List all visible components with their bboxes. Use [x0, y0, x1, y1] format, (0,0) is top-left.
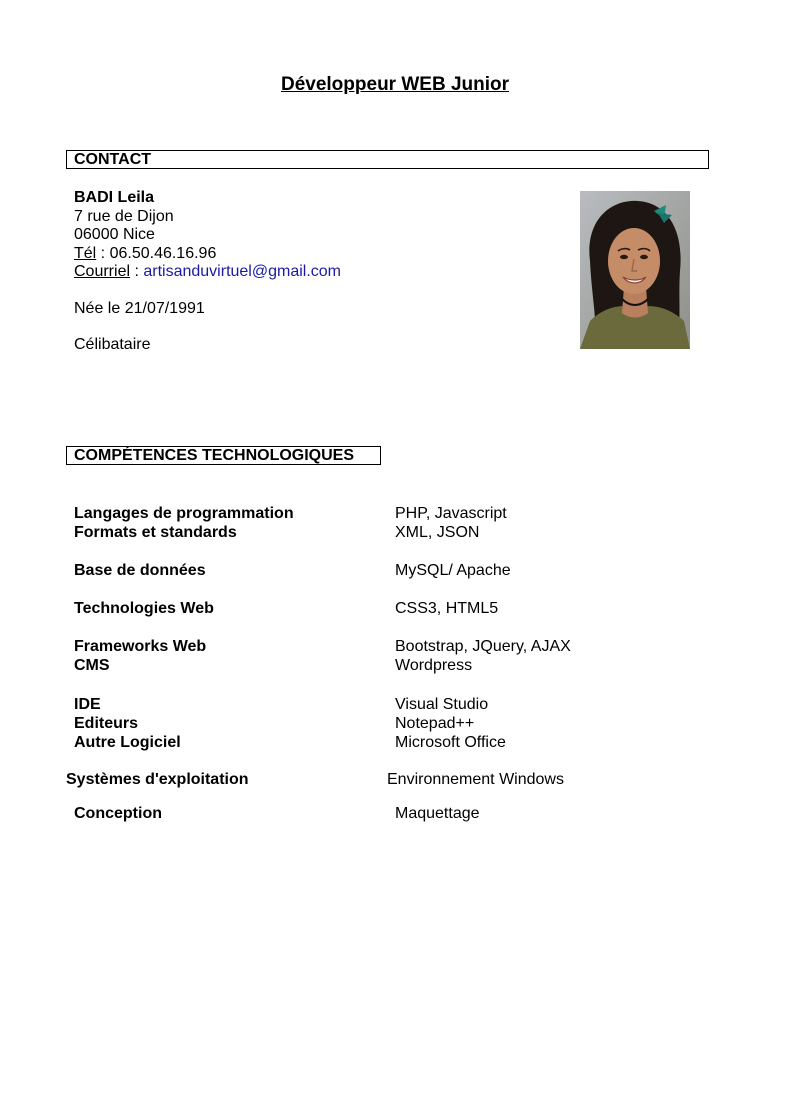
contact-email	[74, 263, 341, 281]
phone-value: 06.50.46.16.96	[109, 245, 217, 262]
skill-label: Formats et standards	[74, 524, 237, 541]
skill-value: Maquettage	[395, 805, 480, 822]
skill-label: Technologies Web	[74, 600, 214, 617]
page-title: Développeur WEB Junior	[280, 74, 510, 95]
skill-label: IDE	[74, 696, 101, 713]
contact-status: Célibataire	[74, 336, 151, 353]
skill-value: PHP, Javascript	[395, 505, 507, 522]
contact-section-header	[66, 150, 709, 169]
skill-label: Langages de programmation	[74, 505, 294, 522]
skill-label: Editeurs	[74, 715, 139, 732]
skills-section-header	[66, 446, 381, 465]
skills-heading: COMPÉTENCES TECHNOLOGIQUES	[74, 447, 355, 464]
skill-value: Visual Studio	[395, 696, 489, 713]
contact-name: BADI Leila	[74, 189, 155, 206]
contact-heading: CONTACT	[74, 151, 152, 168]
skill-value: Microsoft Office	[395, 734, 506, 751]
skill-value: Wordpress	[395, 657, 473, 674]
contact-birth: Née le 21/07/1991	[74, 300, 205, 317]
profile-photo	[580, 191, 690, 349]
email-label: Courriel	[74, 263, 131, 280]
skill-label: Systèmes d'exploitation	[66, 771, 249, 788]
skill-label: Conception	[74, 805, 162, 822]
contact-address-street: 7 rue de Dijon	[74, 208, 174, 225]
skill-label: Autre Logiciel	[74, 734, 181, 751]
contact-address-city: 06000 Nice	[74, 226, 155, 243]
phone-label: Tél	[74, 245, 97, 262]
skill-value: MySQL/ Apache	[395, 562, 511, 579]
skill-value: Notepad++	[395, 715, 475, 732]
skill-value: XML, JSON	[395, 524, 480, 541]
skill-label: CMS	[74, 657, 110, 674]
phone-separator: :	[96, 245, 110, 262]
skill-label: Frameworks Web	[74, 638, 207, 655]
skill-value: Environnement Windows	[387, 771, 564, 788]
skill-value: CSS3, HTML5	[395, 600, 499, 617]
email-separator: :	[130, 263, 144, 280]
skill-value: Bootstrap, JQuery, AJAX	[395, 638, 571, 655]
email-link[interactable]: artisanduvirtuel@gmail.com	[143, 263, 342, 280]
contact-phone	[74, 245, 216, 263]
skill-label: Base de données	[74, 562, 206, 579]
